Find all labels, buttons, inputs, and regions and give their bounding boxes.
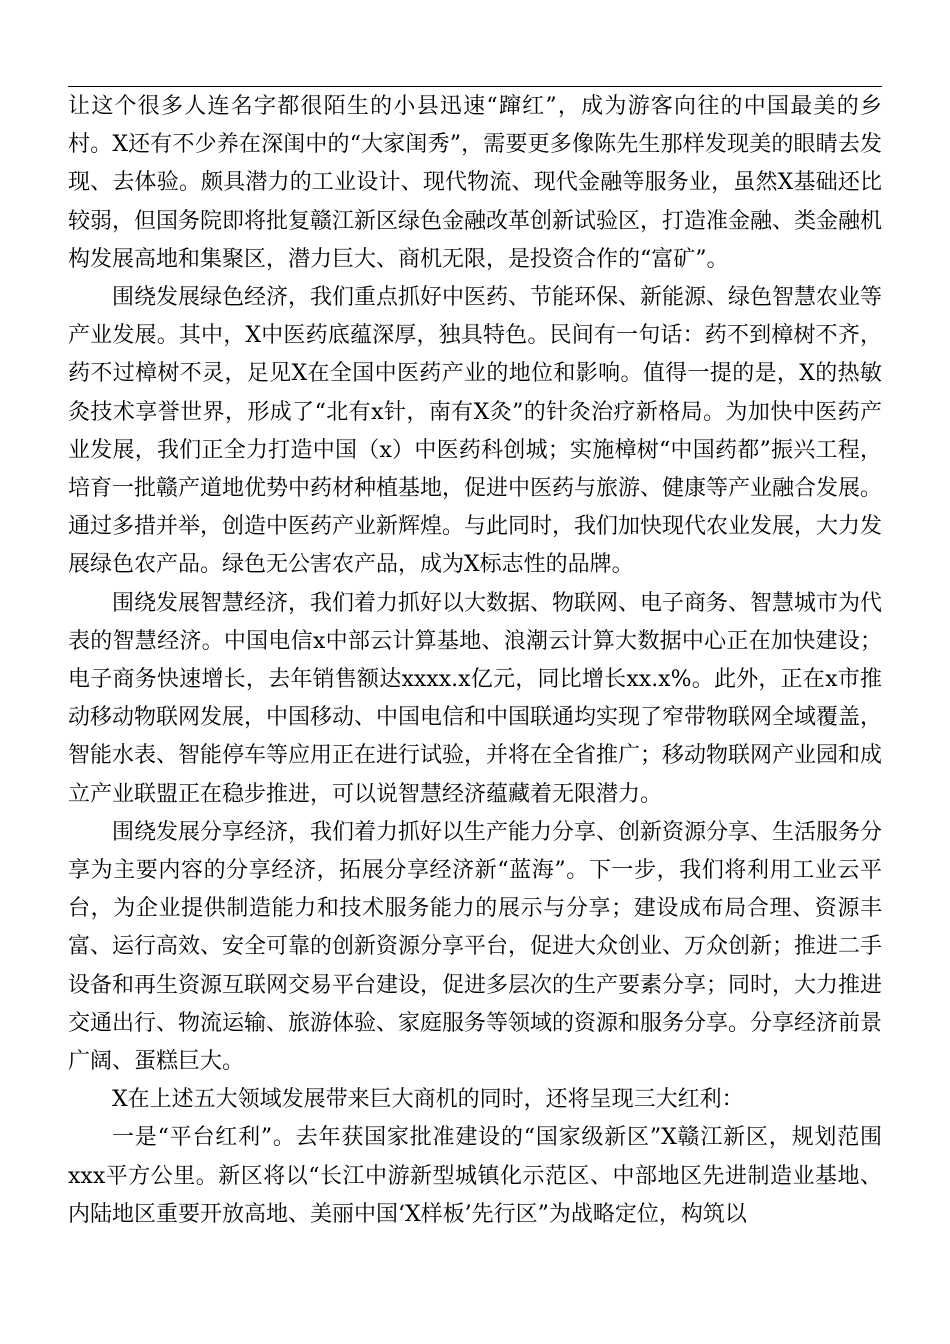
paragraph-green-economy: 围绕发展绿色经济，我们重点抓好中医药、节能环保、新能源、绿色智慧农业等产业发展。其中，X中医药底蕴深厚，独具特色。民间有一句话：药不到樟树不齐，药不过樟树不灵，足见X在全国中医药产业的地位和影响。值得一提的是，X的热敏灸技术享誉世界，形成了“北有x针，南有X灸”的针灸治疗新格局。为加快中医药产业发展，我们正全力打造中国（x）中医药科创城；实施樟树“中国药都”振兴工程，培育一批赣产道地优势中药材种植基地，促进中医药与旅游、健康等产业融合发展。通过多措并举，创造中医药产业新辉煌。与此同时，我们加快现代农业发展，大力发展绿色农产品。绿色无公害农产品，成为X标志性的品牌。 — [68, 285, 883, 578]
document-body — [68, 86, 882, 1234]
paragraph-platform-dividend: 一是“平台红利”。去年获国家批准建设的“国家级新区”X赣江新区，规划范围xxx平方公里。新区将以“长江中游新型城镇化示范区、中部地区先进制造业基地、内陆地区重要开放高地、美丽中国‘X样板’先行区”为战略定位，构筑以 — [68, 1125, 882, 1227]
paragraph-smart-economy: 围绕发展智慧经济，我们着力抓好以大数据、物联网、电子商务、智慧城市为代表的智慧经济。中国电信x中部云计算基地、浪潮云计算大数据中心正在加快建设；电子商务快速增长，去年销售额达xxxx.x亿元，同比增长xx.x%。此外，正在x市推动移动物联网发展，中国移动、中国电信和中国联通均实现了窄带物联网全域覆盖，智能水表、智能停车等应用正在进行试验，并将在全省推广；移动物联网产业园和成立产业联盟正在稳步推进，可以说智慧经济蕴藏着无限潜力。 — [68, 590, 883, 807]
paragraph-continuation: 让这个很多人连名字都很陌生的小县迅速“蹿红”，成为游客向往的中国最美的乡村。X还有不少养在深闺中的“大家闺秀”，需要更多像陈先生那样发现美的眼睛去发现、去体验。颇具潜力的工业设计、现代物流、现代金融等服务业，虽然X基础还比较弱，但国务院即将批复赣江新区绿色金融改革创新试验区，打造准金融、类金融机构发展高地和集聚区，潜力巨大、商机无限，是投资合作的“富矿”。 — [68, 94, 883, 272]
paragraph-sharing-economy: 围绕发展分享经济，我们着力抓好以生产能力分享、创新资源分享、生活服务分享为主要内容的分享经济，拓展分享经济新“蓝海”。下一步，我们将利用工业云平台，为企业提供制造能力和技术服务能力的展示与分享；建设成布局合理、资源丰富、运行高效、安全可靠的创新资源分享平台，促进大众创业、万众创新；推进二手设备和再生资源互联网交易平台建设，促进多层次的生产要素分享；同时，大力推进交通出行、物流运输、旅游体验、家庭服务等领域的资源和服务分享。分享经济前景广阔、蛋糕巨大。 — [68, 819, 883, 1075]
paragraph-three-dividends: X在上述五大领域发展带来巨大商机的同时，还将呈现三大红利： — [112, 1087, 744, 1113]
